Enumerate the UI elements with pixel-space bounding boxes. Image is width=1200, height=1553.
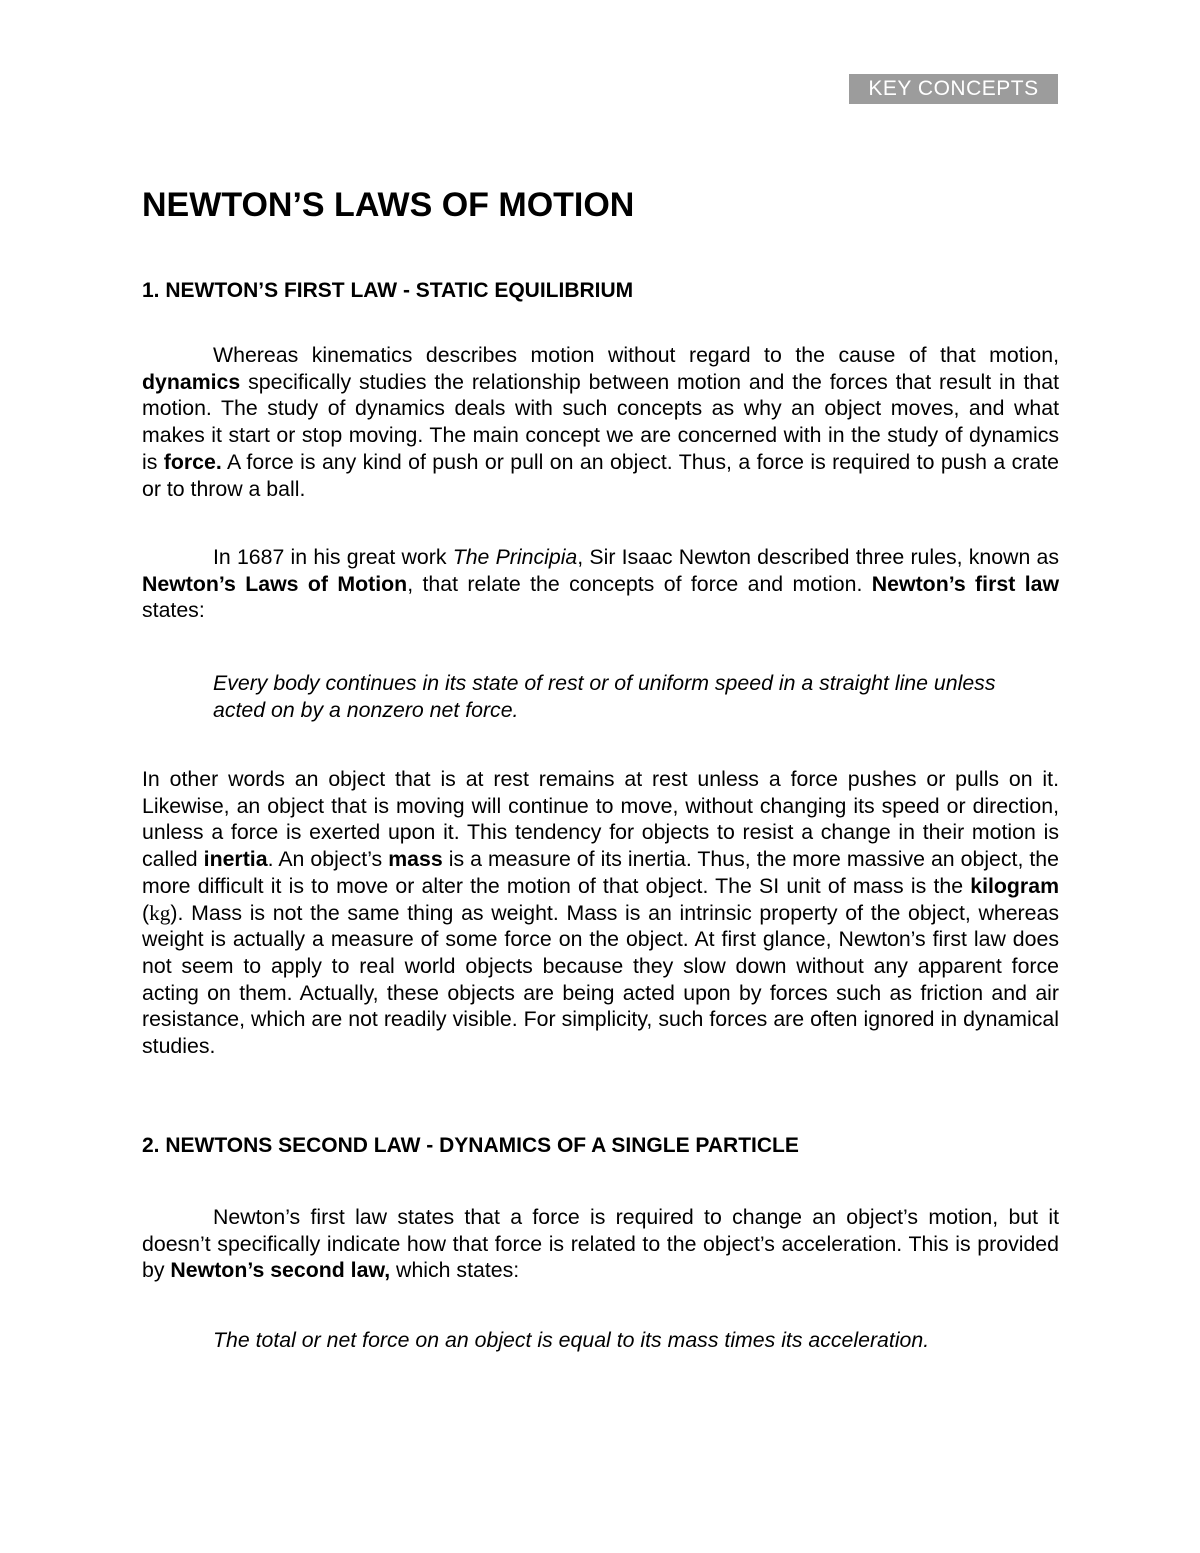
page-title: NEWTON’S LAWS OF MOTION bbox=[142, 186, 635, 224]
text-run: , Sir Isaac Newton described three rules, known as bbox=[577, 545, 1059, 569]
text-run: which states: bbox=[390, 1258, 520, 1283]
term-newtons-laws: Newton’s Laws of Motion bbox=[142, 571, 408, 596]
text-run: Whereas kinematics describes motion without regard to the cause of that motion, bbox=[213, 343, 1059, 367]
text-run: In 1687 in his great work bbox=[213, 545, 453, 569]
unit-symbol: kg bbox=[149, 900, 171, 925]
section-1-heading: 1. NEWTON’S FIRST LAW - STATIC EQUILIBRIUM bbox=[142, 279, 634, 302]
book-title: The Principia bbox=[452, 545, 578, 569]
text-run: ( bbox=[142, 900, 150, 925]
text-run: Newton’s first law states that a force is required to change an object’s motion, but it doesn’t specifically indicate how that force is related to the object’s acceleration. This is provided by bbox=[142, 1205, 1059, 1283]
key-concepts-badge: KEY CONCEPTS bbox=[849, 74, 1058, 104]
term-force: force. bbox=[163, 449, 222, 474]
term-dynamics: dynamics bbox=[142, 369, 241, 394]
text-run: ). Mass is not the same thing as weight. Mass is an intrinsic property of the object, whereas weight is actually a measure of some force on the object. At first glance, Newton’s first law does not seem to apply to real world objects because they slow down without any apparent force acting on them. Actually, these objects are being acted upon by forces such as friction and air resistance, which are not readily visible. For simplicity, such forces are often ignored in dynamical studies. bbox=[142, 900, 1059, 1059]
first-law-quote: Every body continues in its state of rest or of uniform speed in a straight line unless acted on by a nonzero net force. bbox=[213, 671, 996, 722]
section-2-paragraph-1 bbox=[142, 1204, 1059, 1284]
section-1-paragraph-3 bbox=[142, 766, 1059, 1060]
text-run: specifically studies the relationship between motion and the forces that result in that motion. The study of dynamics deals with such concepts as why an object moves, and what makes it start or stop moving. The main concept we are concerned with in the study of dynamics is bbox=[142, 369, 1059, 474]
text-run: A force is any kind of push or pull on an object. Thus, a force is required to push a crate or to throw a ball. bbox=[142, 449, 1059, 501]
text-run: . An object’s bbox=[267, 847, 389, 872]
term-newtons-second-law: Newton’s second law, bbox=[170, 1258, 391, 1283]
text-run: states: bbox=[142, 598, 205, 623]
second-law-quote: The total or net force on an object is equal to its mass times its acceleration. bbox=[213, 1328, 930, 1352]
text-run: , that relate the concepts of force and motion. bbox=[407, 571, 872, 596]
section-1-paragraph-2 bbox=[142, 544, 1059, 624]
term-mass: mass bbox=[388, 847, 443, 872]
text-run: In other words an object that is at rest remains at rest unless a force pushes or pulls on it. Likewise, an object that is moving will continue to move, without changing its speed or direction, unless a force is exerted upon it. This tendency for objects to resist a change in their motion is called bbox=[142, 767, 1059, 872]
section-1-paragraph-1 bbox=[142, 342, 1059, 502]
term-newtons-first-law: Newton’s first law bbox=[871, 571, 1060, 596]
text-run: is a measure of its inertia. Thus, the more massive an object, the more difficult it is to move or alter the motion of that object. The SI unit of mass is the bbox=[142, 847, 1059, 898]
term-inertia: inertia bbox=[203, 847, 268, 872]
term-kilogram: kilogram bbox=[970, 873, 1059, 898]
section-2-heading: 2. NEWTONS SECOND LAW - DYNAMICS OF A SINGLE PARTICLE bbox=[142, 1134, 799, 1157]
